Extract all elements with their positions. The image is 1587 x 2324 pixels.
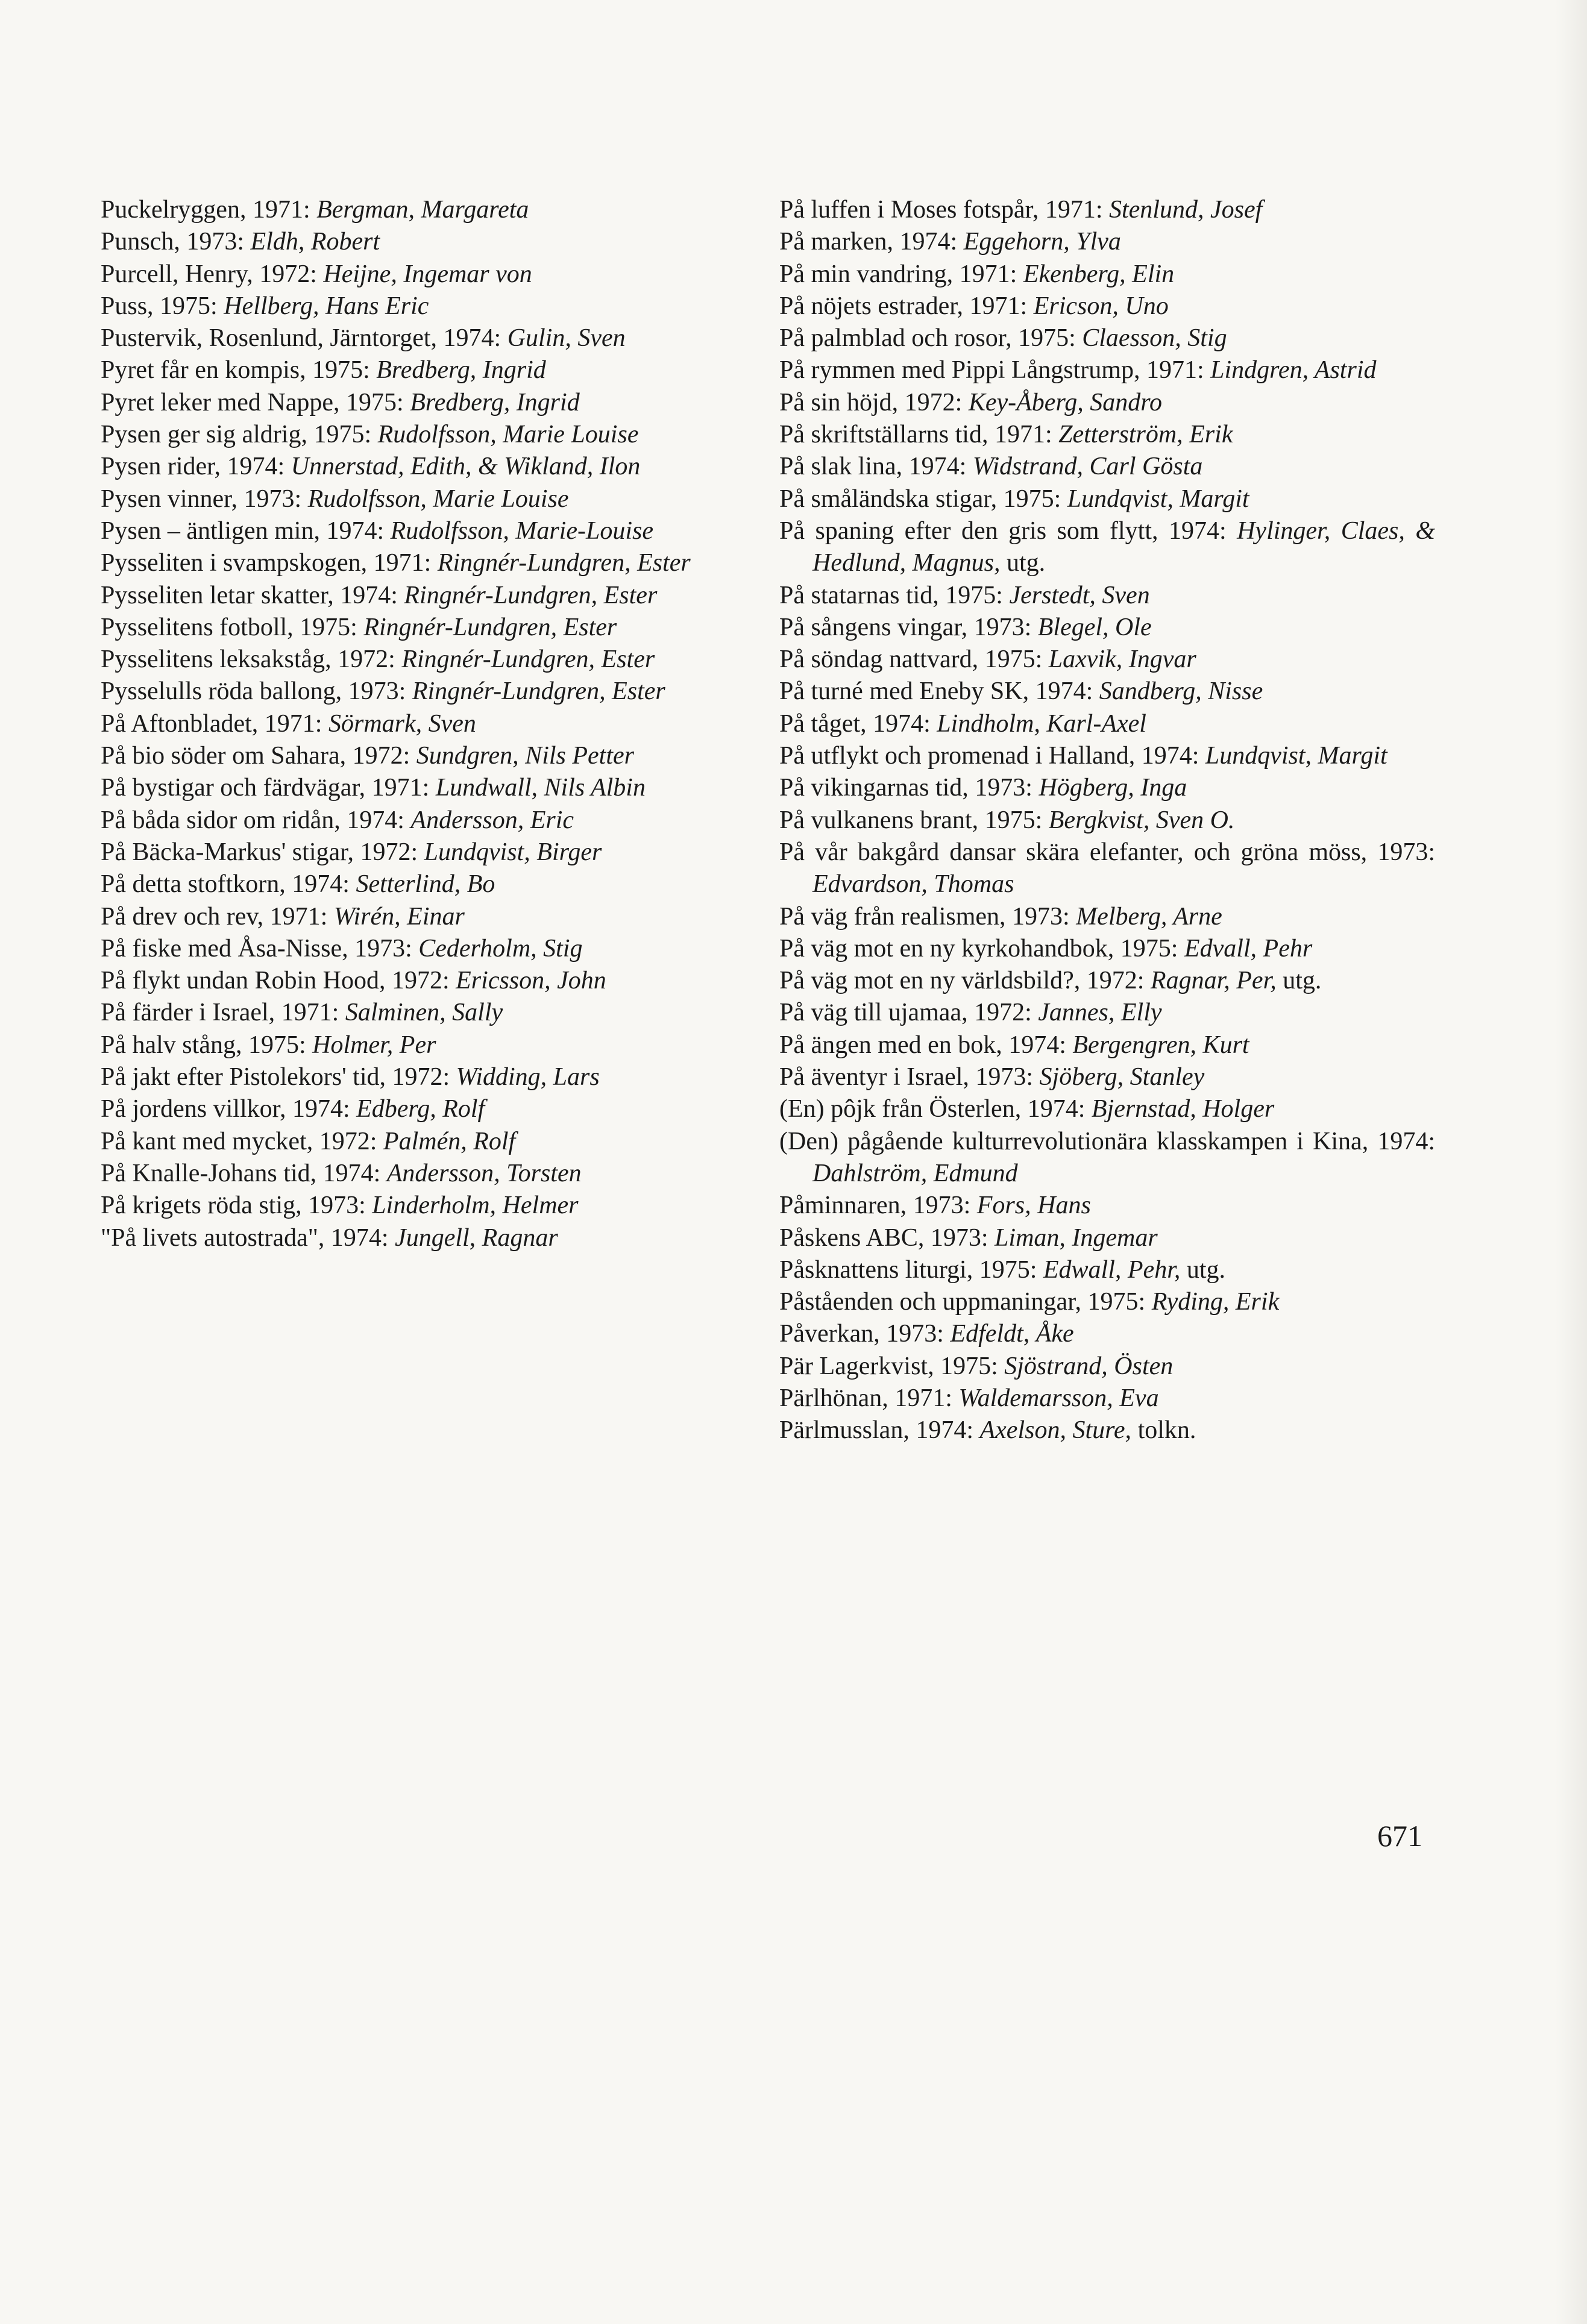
- index-entry: [101, 483, 756, 515]
- entry-title: Pysen ger sig aldrig, 1975:: [101, 421, 378, 449]
- entry-author: Lindholm, Karl-Axel: [937, 709, 1146, 738]
- index-entry: [779, 419, 1435, 451]
- entry-title: På drev och rev, 1971:: [101, 902, 334, 931]
- index-entry: [779, 612, 1435, 644]
- entry-title: På båda sidor om ridån, 1974:: [101, 806, 411, 834]
- entry-author: Laxvik, Ingvar: [1048, 645, 1196, 674]
- entry-title: På ängen med en bok, 1974:: [779, 1031, 1073, 1059]
- index-entry: [779, 901, 1435, 933]
- entry-title: På vulkanens brant, 1975:: [779, 806, 1049, 834]
- index-entry: [779, 1190, 1435, 1222]
- index-entry: [101, 1190, 756, 1222]
- index-entry: [101, 901, 756, 933]
- entry-author: Lundqvist, Margit: [1067, 485, 1249, 513]
- entry-title: (Den) pågående kulturrevolutionära klasskampen i Kina, 1974:: [779, 1127, 1435, 1155]
- entry-author: Eldh, Robert: [250, 228, 380, 256]
- entry-author: Rudolfsson, Marie Louise: [377, 421, 639, 449]
- entry-title: På tåget, 1974:: [779, 709, 937, 738]
- entry-author: Unnerstad, Edith, & Wikland, Ilon: [291, 453, 641, 481]
- entry-author: Widding, Lars: [456, 1063, 600, 1091]
- entry-author: Ekenberg, Elin: [1023, 260, 1175, 288]
- entry-author: Palmén, Rolf: [383, 1127, 516, 1155]
- index-entry: [101, 290, 756, 322]
- index-entry: [779, 451, 1435, 483]
- index-entry: [101, 580, 756, 612]
- entry-author: Ringnér-Lundgren, Ester: [404, 581, 658, 609]
- index-entry: [779, 354, 1435, 386]
- index-entry: [101, 805, 756, 837]
- entry-author: Bergman, Margareta: [316, 196, 529, 224]
- entry-title: På småländska stigar, 1975:: [779, 485, 1067, 513]
- index-entry: [101, 772, 756, 804]
- index-entry: [779, 933, 1435, 965]
- index-entry: [101, 226, 756, 258]
- entry-author: Waldemarsson, Eva: [958, 1384, 1159, 1412]
- entry-title: Pyret får en kompis, 1975:: [101, 356, 377, 385]
- entry-author: Fors, Hans: [976, 1192, 1091, 1220]
- entry-title: Pustervik, Rosenlund, Järntorget, 1974:: [101, 324, 508, 353]
- entry-author: Stenlund, Josef: [1108, 196, 1263, 224]
- index-entry: [101, 1158, 756, 1190]
- entry-suffix: utg.: [1276, 967, 1322, 995]
- entry-title: På väg mot en ny kyrkohandbok, 1975:: [779, 934, 1184, 963]
- page-edge-shadow: [1556, 0, 1587, 2324]
- entry-title: På jakt efter Pistolekors' tid, 1972:: [101, 1063, 456, 1091]
- entry-title: På slak lina, 1974:: [779, 453, 973, 481]
- entry-title: På Bäcka-Markus' stigar, 1972:: [101, 838, 424, 866]
- index-entry: [101, 322, 756, 354]
- index-entry: [779, 837, 1435, 901]
- index-entry: [779, 226, 1435, 258]
- index-entry: [101, 740, 756, 772]
- entry-title: På luffen i Moses fotspår, 1971:: [779, 196, 1109, 224]
- entry-title: På väg mot en ny världsbild?, 1972:: [779, 967, 1151, 995]
- entry-author: Bredberg, Ingrid: [410, 388, 580, 416]
- entry-suffix: utg.: [1180, 1255, 1226, 1284]
- entry-author: Lundqvist, Birger: [424, 838, 602, 866]
- entry-author: Hellberg, Hans Eric: [224, 292, 429, 320]
- entry-author: Heijne, Ingemar von: [323, 260, 532, 288]
- index-entry: [101, 1029, 756, 1061]
- entry-title: På skriftställarns tid, 1971:: [779, 421, 1059, 449]
- index-entry: [101, 933, 756, 965]
- entry-author: Cederholm, Stig: [418, 934, 583, 963]
- entry-title: Pysen – äntligen min, 1974:: [101, 517, 391, 545]
- entry-title: På palmblad och rosor, 1975:: [779, 324, 1083, 353]
- entry-title: Pärlhönan, 1971:: [779, 1384, 959, 1412]
- index-entry: [101, 354, 756, 386]
- index-entry: [779, 965, 1435, 997]
- entry-title: Punsch, 1973:: [101, 228, 251, 256]
- entry-author: Sörmark, Sven: [328, 709, 476, 738]
- entry-title: På nöjets estrader, 1971:: [779, 292, 1034, 320]
- entry-title: På sångens vingar, 1973:: [779, 613, 1038, 641]
- index-entry: [101, 708, 756, 740]
- index-entry: [101, 259, 756, 290]
- index-entry: [779, 322, 1435, 354]
- index-entry: [779, 740, 1435, 772]
- entry-title: På Knalle-Johans tid, 1974:: [101, 1159, 387, 1187]
- page-number: 671: [1377, 1819, 1422, 1853]
- index-entry: [779, 1222, 1435, 1254]
- entry-author: Edwall, Pehr,: [1043, 1255, 1181, 1284]
- entry-title: På utflykt och promenad i Halland, 1974:: [779, 742, 1205, 770]
- index-entry: [779, 676, 1435, 708]
- index-entry: [101, 194, 756, 226]
- entry-title: På väg till ujamaa, 1972:: [779, 999, 1039, 1027]
- entry-title: På fiske med Åsa-Nisse, 1973:: [101, 934, 419, 963]
- entry-title: (En) pôjk från Österlen, 1974:: [779, 1095, 1092, 1123]
- entry-author: Linderholm, Helmer: [372, 1192, 579, 1220]
- entry-author: Bredberg, Ingrid: [376, 356, 546, 385]
- entry-title: På statarnas tid, 1975:: [779, 581, 1010, 609]
- index-entry: [779, 194, 1435, 226]
- entry-title: På detta stoftkorn, 1974:: [101, 870, 356, 899]
- entry-author: Gulin, Sven: [507, 324, 626, 353]
- entry-author: Andersson, Eric: [410, 806, 574, 834]
- entry-title: På bio söder om Sahara, 1972:: [101, 742, 416, 770]
- entry-author: Ringnér-Lundgren, Ester: [401, 645, 655, 674]
- entry-title: På marken, 1974:: [779, 228, 964, 256]
- index-entry: [101, 451, 756, 483]
- entry-author: Edfeldt, Åke: [950, 1320, 1074, 1348]
- index-entry: [779, 772, 1435, 804]
- entry-title: På halv stång, 1975:: [101, 1031, 313, 1059]
- entry-author: Bergengren, Kurt: [1072, 1031, 1249, 1059]
- entry-title: Pysselitens fotboll, 1975:: [101, 613, 364, 641]
- entry-author: Bjernstad, Holger: [1091, 1095, 1275, 1123]
- index-entry: [779, 483, 1435, 515]
- entry-title: På Aftonbladet, 1971:: [101, 709, 328, 738]
- index-entry: [101, 837, 756, 868]
- entry-author: Widstrand, Carl Gösta: [972, 453, 1203, 481]
- index-entry: [101, 1126, 756, 1158]
- entry-title: På äventyr i Israel, 1973:: [779, 1063, 1040, 1091]
- entry-author: Ringnér-Lundgren, Ester: [437, 549, 691, 577]
- entry-author: Eggehorn, Ylva: [963, 228, 1121, 256]
- entry-title: Pysseliten i svampskogen, 1971:: [101, 549, 438, 577]
- entry-title: På krigets röda stig, 1973:: [101, 1192, 372, 1220]
- index-entry: [779, 259, 1435, 290]
- index-entry: [779, 1061, 1435, 1093]
- index-entry: [779, 290, 1435, 322]
- index-entry: [101, 644, 756, 676]
- index-entry: [101, 868, 756, 900]
- entry-title: Purcell, Henry, 1972:: [101, 260, 324, 288]
- index-entry: [779, 708, 1435, 740]
- index-entry: [779, 997, 1435, 1029]
- entry-suffix: utg.: [1000, 549, 1046, 577]
- entry-title: Påskens ABC, 1973:: [779, 1223, 995, 1252]
- entry-author: Melberg, Arne: [1076, 902, 1222, 931]
- index-column-right: [779, 194, 1435, 1447]
- entry-title: Pysselitens leksakståg, 1972:: [101, 645, 402, 674]
- entry-author: Claesson, Stig: [1082, 324, 1227, 353]
- entry-author: Rudolfsson, Marie Louise: [307, 485, 569, 513]
- entry-author: Wirén, Einar: [333, 902, 465, 931]
- index-entry: [779, 1126, 1435, 1190]
- entry-author: Hylinger, Claes, & Hedlund, Magnus,: [812, 517, 1435, 577]
- entry-author: Axelson, Sture,: [979, 1416, 1132, 1445]
- index-entry: [101, 419, 756, 451]
- entry-author: Ryding, Erik: [1151, 1288, 1280, 1316]
- entry-author: Edvall, Pehr: [1184, 934, 1313, 963]
- entry-author: Bergkvist, Sven O.: [1048, 806, 1235, 834]
- entry-title: Pysen rider, 1974:: [101, 453, 291, 481]
- entry-suffix: tolkn.: [1131, 1416, 1196, 1445]
- index-entry: [779, 1029, 1435, 1061]
- entry-author: Ericson, Uno: [1033, 292, 1169, 320]
- entry-author: Lundqvist, Margit: [1205, 742, 1387, 770]
- entry-title: På söndag nattvard, 1975:: [779, 645, 1049, 674]
- entry-title: Pyret leker med Nappe, 1975:: [101, 388, 410, 416]
- index-entry: [101, 515, 756, 547]
- index-entry: [779, 580, 1435, 612]
- index-entry: [101, 1061, 756, 1093]
- index-entry: [779, 805, 1435, 837]
- entry-author: Ringnér-Lundgren, Ester: [363, 613, 617, 641]
- index-entry: [779, 1351, 1435, 1383]
- entry-author: Sjöstrand, Östen: [1004, 1352, 1174, 1380]
- entry-title: Pysen vinner, 1973:: [101, 485, 308, 513]
- entry-title: Pärlmusslan, 1974:: [779, 1416, 980, 1445]
- index-column-left: [101, 194, 756, 1254]
- index-entry: [779, 387, 1435, 419]
- entry-author: Sundgren, Nils Petter: [416, 742, 634, 770]
- index-entry: [779, 1318, 1435, 1350]
- entry-title: På jordens villkor, 1974:: [101, 1095, 357, 1123]
- index-entry: [779, 644, 1435, 676]
- index-entry: [779, 1093, 1435, 1125]
- index-entry: [779, 1415, 1435, 1446]
- entry-title: Pysselulls röda ballong, 1973:: [101, 677, 412, 706]
- entry-author: Lindgren, Astrid: [1210, 356, 1377, 385]
- entry-title: På min vandring, 1971:: [779, 260, 1023, 288]
- entry-author: Key-Åberg, Sandro: [968, 388, 1163, 416]
- entry-title: Pär Lagerkvist, 1975:: [779, 1352, 1005, 1380]
- entry-author: Dahlström, Edmund: [812, 1159, 1018, 1187]
- entry-author: Ringnér-Lundgren, Ester: [412, 677, 665, 706]
- entry-title: Påverkan, 1973:: [779, 1320, 951, 1348]
- entry-author: Ericsson, John: [456, 967, 606, 995]
- entry-title: På väg från realismen, 1973:: [779, 902, 1076, 931]
- entry-author: Andersson, Torsten: [386, 1159, 582, 1187]
- index-entry: [779, 1383, 1435, 1415]
- entry-title: På kant med mycket, 1972:: [101, 1127, 383, 1155]
- entry-title: På rymmen med Pippi Långstrump, 1971:: [779, 356, 1211, 385]
- index-entry: [779, 1254, 1435, 1286]
- index-entry: [101, 387, 756, 419]
- entry-title: På flykt undan Robin Hood, 1972:: [101, 967, 456, 995]
- entry-title: På färder i Israel, 1971:: [101, 999, 345, 1027]
- entry-author: Jerstedt, Sven: [1009, 581, 1150, 609]
- entry-title: Påsknattens liturgi, 1975:: [779, 1255, 1043, 1284]
- entry-author: Ragnar, Per,: [1150, 967, 1277, 995]
- entry-title: Pysseliten letar skatter, 1974:: [101, 581, 404, 609]
- entry-author: Blegel, Ole: [1037, 613, 1152, 641]
- entry-author: Sjöberg, Stanley: [1039, 1063, 1205, 1091]
- entry-title: På spaning efter den gris som flytt, 1974:: [779, 517, 1237, 545]
- index-entry: [779, 1286, 1435, 1318]
- entry-author: Jannes, Elly: [1038, 999, 1162, 1027]
- entry-author: Salminen, Sally: [345, 999, 503, 1027]
- index-entry: [101, 1222, 756, 1254]
- index-entry: [101, 612, 756, 644]
- entry-author: Setterlind, Bo: [356, 870, 495, 899]
- entry-title: På turné med Eneby SK, 1974:: [779, 677, 1099, 706]
- entry-author: Rudolfsson, Marie-Louise: [390, 517, 653, 545]
- entry-title: På vikingarnas tid, 1973:: [779, 774, 1039, 802]
- index-entry: [101, 997, 756, 1029]
- index-entry: [101, 676, 756, 708]
- index-entry: [101, 547, 756, 579]
- entry-title: Puss, 1975:: [101, 292, 224, 320]
- entry-title: På sin höjd, 1972:: [779, 388, 969, 416]
- entry-author: Lundwall, Nils Albin: [435, 774, 646, 802]
- entry-title: På bystigar och färdvägar, 1971:: [101, 774, 436, 802]
- entry-author: Edvardson, Thomas: [812, 870, 1014, 899]
- entry-author: Zetterström, Erik: [1058, 421, 1233, 449]
- entry-title: Påminnaren, 1973:: [779, 1192, 977, 1220]
- index-entry: [779, 515, 1435, 580]
- entry-title: Puckelryggen, 1971:: [101, 196, 317, 224]
- entry-author: Liman, Ingemar: [995, 1223, 1158, 1252]
- entry-title: Påståenden och uppmaningar, 1975:: [779, 1288, 1152, 1316]
- index-entry: [101, 965, 756, 997]
- entry-title: På vår bakgård dansar skära elefanter, och gröna möss, 1973:: [779, 838, 1435, 866]
- entry-author: Edberg, Rolf: [356, 1095, 485, 1123]
- entry-title: "På livets autostrada", 1974:: [101, 1223, 395, 1252]
- entry-author: Sandberg, Nisse: [1099, 677, 1263, 706]
- entry-author: Högberg, Inga: [1039, 774, 1187, 802]
- index-entry: [101, 1093, 756, 1125]
- entry-author: Jungell, Ragnar: [395, 1223, 558, 1252]
- entry-author: Holmer, Per: [312, 1031, 436, 1059]
